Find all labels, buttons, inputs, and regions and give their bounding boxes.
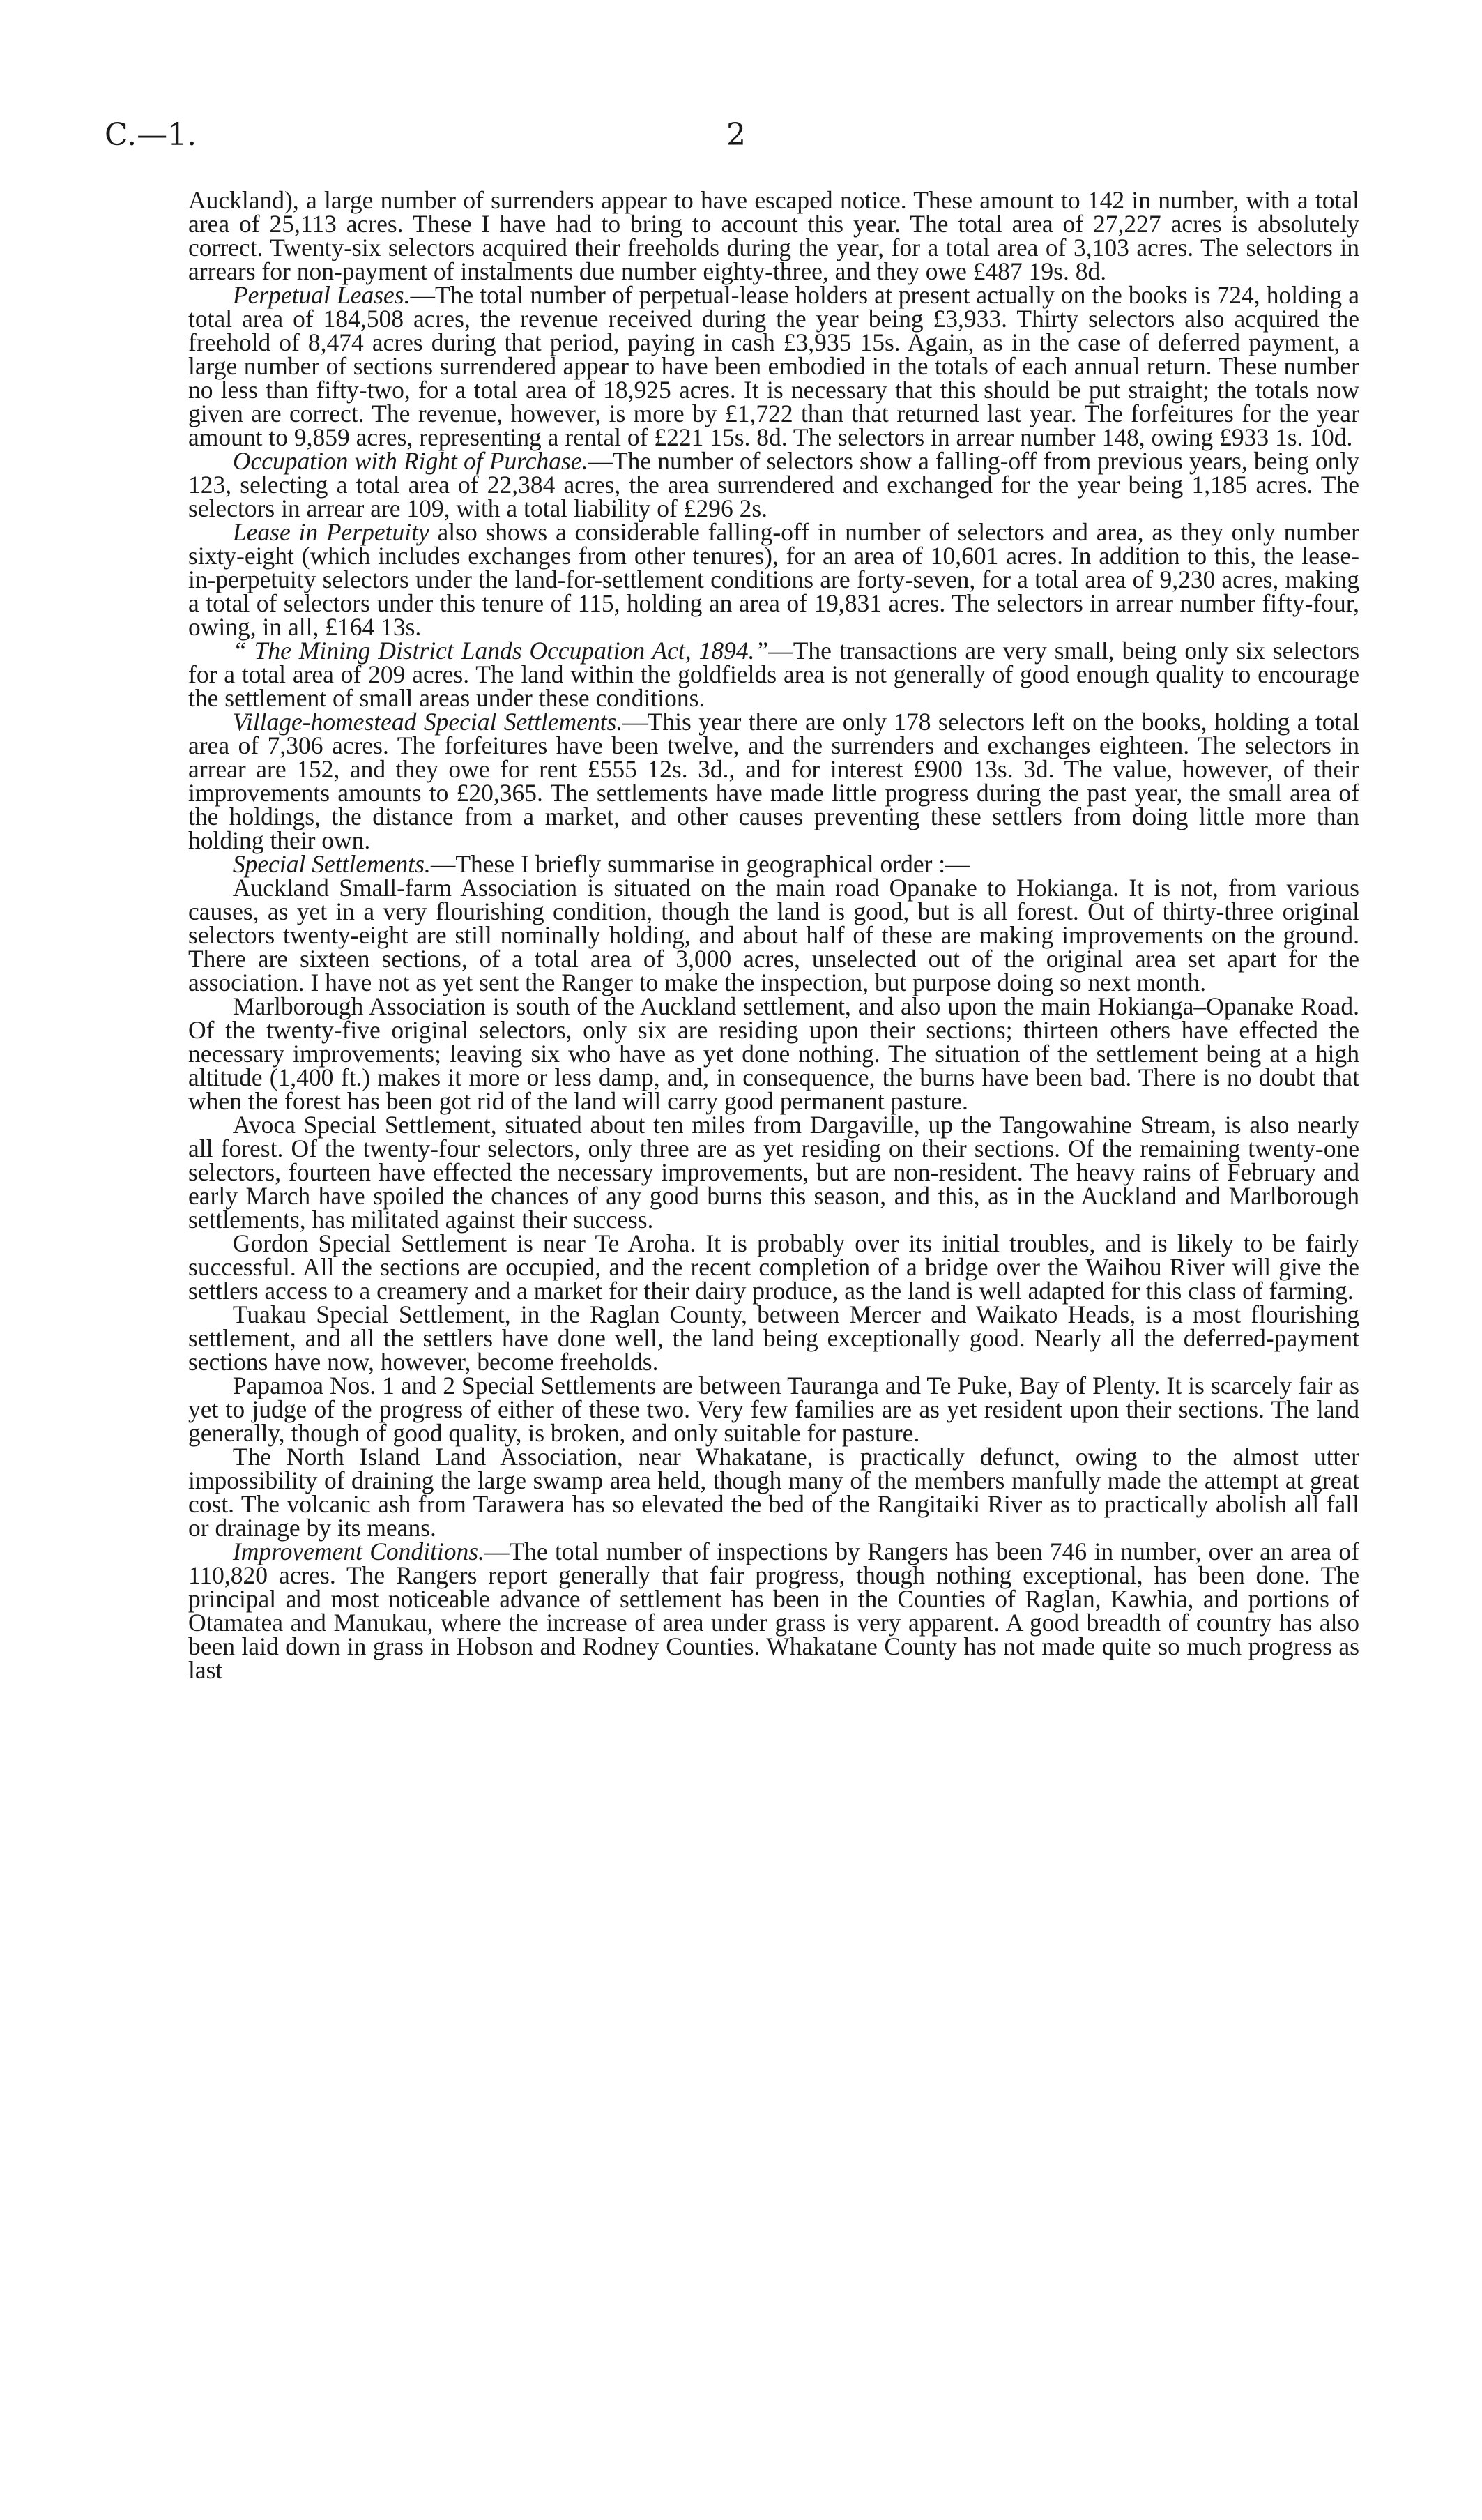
paragraph-special-settlements: Special Settlements.—These I briefly summarise in geographical order :— bbox=[232, 850, 970, 878]
section-code: C.—1. bbox=[105, 117, 197, 153]
paragraph-tuakau-settlement: Tuakau Special Settlement, in the Raglan County, between Mercer and Waikato Heads, is a most flourishing settlement, and all the settlers have done well, the land being exceptionally good. Nearly all the deferred-payment sections have now, however, become freeholds. bbox=[188, 1300, 1359, 1376]
paragraph-papamoa-settlements: Papamoa Nos. 1 and 2 Special Settlements are between Tauranga and Te Puke, Bay of Plenty. It is scarcely fair as yet to judge of the progress of either of these two. Very few families are as yet resident upon their sections. The land generally, though of good quality, is broken, and only suitable for pasture. bbox=[188, 1372, 1359, 1447]
paragraph-auckland-association: Auckland Small-farm Association is situated on the main road Opanake to Hokianga. It is not, from various causes, as yet in a very flourishing condition, though the land is good, but is all forest. Out of thirty-three original selectors twenty-eight are still nominally holding, and about half of these are making improvements on the ground. There are sixteen sections, of a total area of 3,000 acres, unselected out of the original area set apart for the association. I have not as yet sent the Ranger to make the inspection, but purpose doing so next month. bbox=[188, 874, 1359, 996]
page-header bbox=[105, 117, 1368, 166]
paragraph-improvement-conditions: Improvement Conditions.—The total number of inspections by Rangers has been 746 in number, over an area of 110,820 acres. The Rangers report generally that fair progress, though nothing exceptional, has been done. The principal and most noticeable advance of settlement has been in the Counties of Raglan, Kawhia, and portions of Otamatea and Manukau, where the increase of area under grass is very apparent. A good breadth of country has also been laid down in grass in Hobson and Rodney Counties. Whakatane County has not made quite so much progress as last bbox=[188, 1538, 1360, 1684]
body-text bbox=[188, 188, 1359, 1682]
paragraph-occupation-right-of-purchase: Occupation with Right of Purchase.—The number of selectors show a falling-off from previous years, being only 123, selecting a total area of 22,384 acres, the area surrendered and exchanged for the year being 1,185 acres. The selectors in arrear are 109, with a total liability of £296 2s. bbox=[188, 447, 1359, 522]
paragraph-continuation: Auckland), a large number of surrenders appear to have escaped notice. These amount to 142 in number, with a total area of 25,113 acres. These I have had to bring to account this year. The total area of 27,227 acres is absolutely correct. Twenty-six selectors acquired their freeholds during the year, for a total area of 3,103 acres. The selectors in arrears for non-payment of instalments due number eighty-three, and they owe £487 19s. 8d. bbox=[188, 186, 1359, 285]
paragraph-marlborough-association: Marlborough Association is south of the Auckland settlement, and also upon the main Hokianga–Opanake Road. Of the twenty-five original selectors, only six are residing upon their sections; thirteen others have effected the necessary improvements; leaving six who have as yet done nothing. The situation of the settlement being at a high altitude (1,400 ft.) makes it more or less damp, and, in consequence, the burns have been bad. There is no doubt that when the forest has been got rid of the land will carry good permanent pasture. bbox=[188, 992, 1359, 1115]
paragraph-lease-in-perpetuity: Lease in Perpetuity also shows a considerable falling-off in number of selectors and area, as they only number sixty-eight (which includes exchanges from other tenures), for an area of 10,601 acres. In addition to this, the lease-in-perpetuity selectors under the land-for-settlement conditions are forty-seven, for a total area of 9,230 acres, making a total of selectors under this tenure of 115, holding an area of 19,831 acres. The selectors in arrear number fifty-four, owing, in all, £164 13s. bbox=[188, 518, 1359, 641]
paragraph-perpetual-leases: Perpetual Leases.—The total number of perpetual-lease holders at present actually on the books is 724, holding a total area of 184,508 acres, the revenue received during the year being £3,933. Thirty selectors also acquired the freehold of 8,474 acres during that period, paying in cash £3,935 15s. Again, as in the case of deferred payment, a large number of sections surrendered appear to have been embodied in the totals of each annual return. These number no less than fifty-two, for a total area of 18,925 acres. It is necessary that this should be put straight; the totals now given are correct. The revenue, however, is more by £1,722 than that returned last year. The forfeitures for the year amount to 9,859 acres, representing a rental of £221 15s. 8d. The selectors in arrear number 148, owing £933 1s. 10d. bbox=[188, 281, 1359, 451]
paragraph-gordon-settlement: Gordon Special Settlement is near Te Aroha. It is probably over its initial troubles, and is likely to be fairly successful. All the sections are occupied, and the recent completion of a bridge over the Waihou River will give the settlers access to a creamery and a market for their dairy produce, as the land is well adapted for this class of farming. bbox=[188, 1229, 1359, 1305]
paragraph-village-homestead: Village-homestead Special Settlements.—This year there are only 178 selectors left on the books, holding a total area of 7,306 acres. The forfeitures have been twelve, and the surrenders and exchanges eighteen. The selectors in arrear are 152, and they owe for rent £555 12s. 3d., and for interest £900 13s. 3d. The value, however, of their improvements amounts to £20,365. The settlements have made little progress during the past year, the small area of the holdings, the distance from a market, and other causes preventing these settlers from doing little more than holding their own. bbox=[188, 708, 1359, 854]
paragraph-avoca-settlement: Avoca Special Settlement, situated about ten miles from Dargaville, up the Tangowahine Stream, is also nearly all forest. Of the twenty-four selectors, only three are as yet residing on their sections. Of the remaining twenty-one selectors, fourteen have effected the necessary improvements, but are non-resident. The heavy rains of February and early March have spoiled the chances of any good burns this season, and this, as in the Auckland and Marlborough settlements, has militated against their success. bbox=[188, 1111, 1359, 1234]
paragraph-north-island-association: The North Island Land Association, near Whakatane, is practically defunct, owing to the almost utter impossibility of draining the large swamp area held, though many of the members manfully made the attempt at great cost. The volcanic ash from Tarawera has so elevated the bed of the Rangitaiki River as to practically abolish all fall or drainage by its means. bbox=[188, 1443, 1359, 1542]
paragraph-mining-district-act: “ The Mining District Lands Occupation Act, 1894.”—The transactions are very small, being only six selectors for a total area of 209 acres. The land within the goldfields area is not generally of good enough quality to encourage the settlement of small areas under these conditions. bbox=[188, 637, 1360, 712]
page-number: 2 bbox=[726, 117, 746, 153]
